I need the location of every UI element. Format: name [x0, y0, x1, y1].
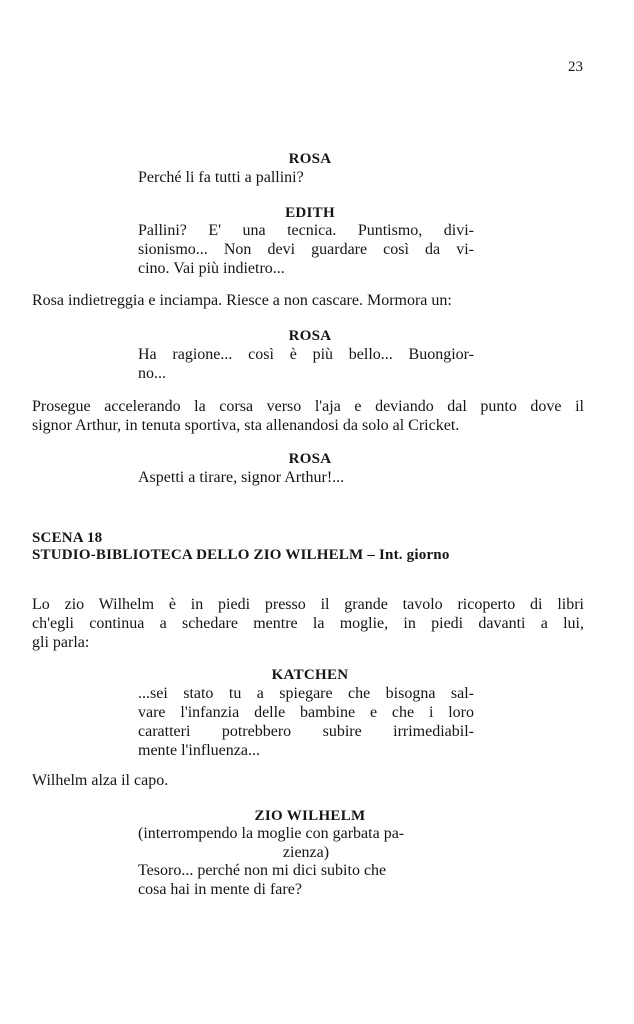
character-name-rosa: ROSA [288, 151, 332, 167]
action-line: gli parla: [32, 634, 90, 651]
dialogue-line: cino. Vai più indietro... [138, 260, 285, 277]
dialogue-line: ...sei stato tu a spiegare che bisogna sal- [138, 685, 474, 702]
parenthetical-zio-wilhelm-1 [138, 824, 474, 862]
dialogue-rosa-3 [138, 468, 474, 487]
character-name-edith: EDITH [285, 205, 335, 221]
dialogue-zio-wilhelm-1 [138, 861, 474, 899]
dialogue-rosa-1 [138, 168, 474, 187]
action-4 [32, 771, 584, 790]
dialogue-line: Aspetti a tirare, signor Arthur!... [138, 469, 345, 486]
action-line: signor Arthur, in tenuta sportiva, sta allenandosi da solo al Cricket. [32, 417, 460, 434]
dialogue-rosa-2 [138, 345, 474, 383]
character-name-rosa: ROSA [288, 451, 332, 467]
page-number: 23 [568, 59, 583, 75]
character-name-rosa: ROSA [288, 328, 332, 344]
dialogue-line: sionismo... Non devi guardare così da vi- [138, 241, 474, 258]
character-name-katchen: KATCHEN [271, 667, 349, 683]
dialogue-line: Pallini? E' una tecnica. Puntismo, divi- [138, 222, 474, 239]
parenthetical-line: zienza) [282, 844, 330, 861]
dialogue-line: no... [138, 365, 166, 382]
dialogue-line: Ha ragione... così è più bello... Buongior- [138, 346, 474, 363]
action-3 [32, 595, 584, 652]
action-line: Wilhelm alza il capo. [32, 772, 169, 789]
character-name-zio-wilhelm: ZIO WILHELM [254, 808, 366, 824]
dialogue-line: vare l'infanzia delle bambine e che i loro [138, 704, 474, 721]
dialogue-line: mente l'influenza... [138, 742, 260, 759]
dialogue-line: Tesoro... perché non mi dici subito che [138, 862, 387, 879]
action-2 [32, 397, 584, 435]
action-line: ch'egli continua a schedare mentre la moglie, in piedi davanti a lui, [32, 615, 584, 632]
action-1 [32, 291, 584, 310]
scene-heading: STUDIO-BIBLIOTECA DELLO ZIO WILHELM – Int. giorno [32, 547, 450, 563]
action-line: Lo zio Wilhelm è in piedi presso il grande tavolo ricoperto di libri [32, 596, 584, 613]
action-line: Rosa indietreggia e inciampa. Riesce a non cascare. Mormora un: [32, 292, 452, 309]
dialogue-katchen-1 [138, 684, 474, 760]
action-line: Prosegue accelerando la corsa verso l'aja e deviando dal punto dove il [32, 398, 584, 415]
scene-number: SCENA 18 [32, 530, 103, 546]
dialogue-line: caratteri potrebbero subire irrimediabil- [138, 723, 474, 740]
dialogue-edith-1 [138, 221, 474, 278]
dialogue-line: Perché li fa tutti a pallini? [138, 169, 304, 186]
parenthetical-line: (interrompendo la moglie con garbata pa- [138, 825, 405, 842]
dialogue-line: cosa hai in mente di fare? [138, 881, 302, 898]
